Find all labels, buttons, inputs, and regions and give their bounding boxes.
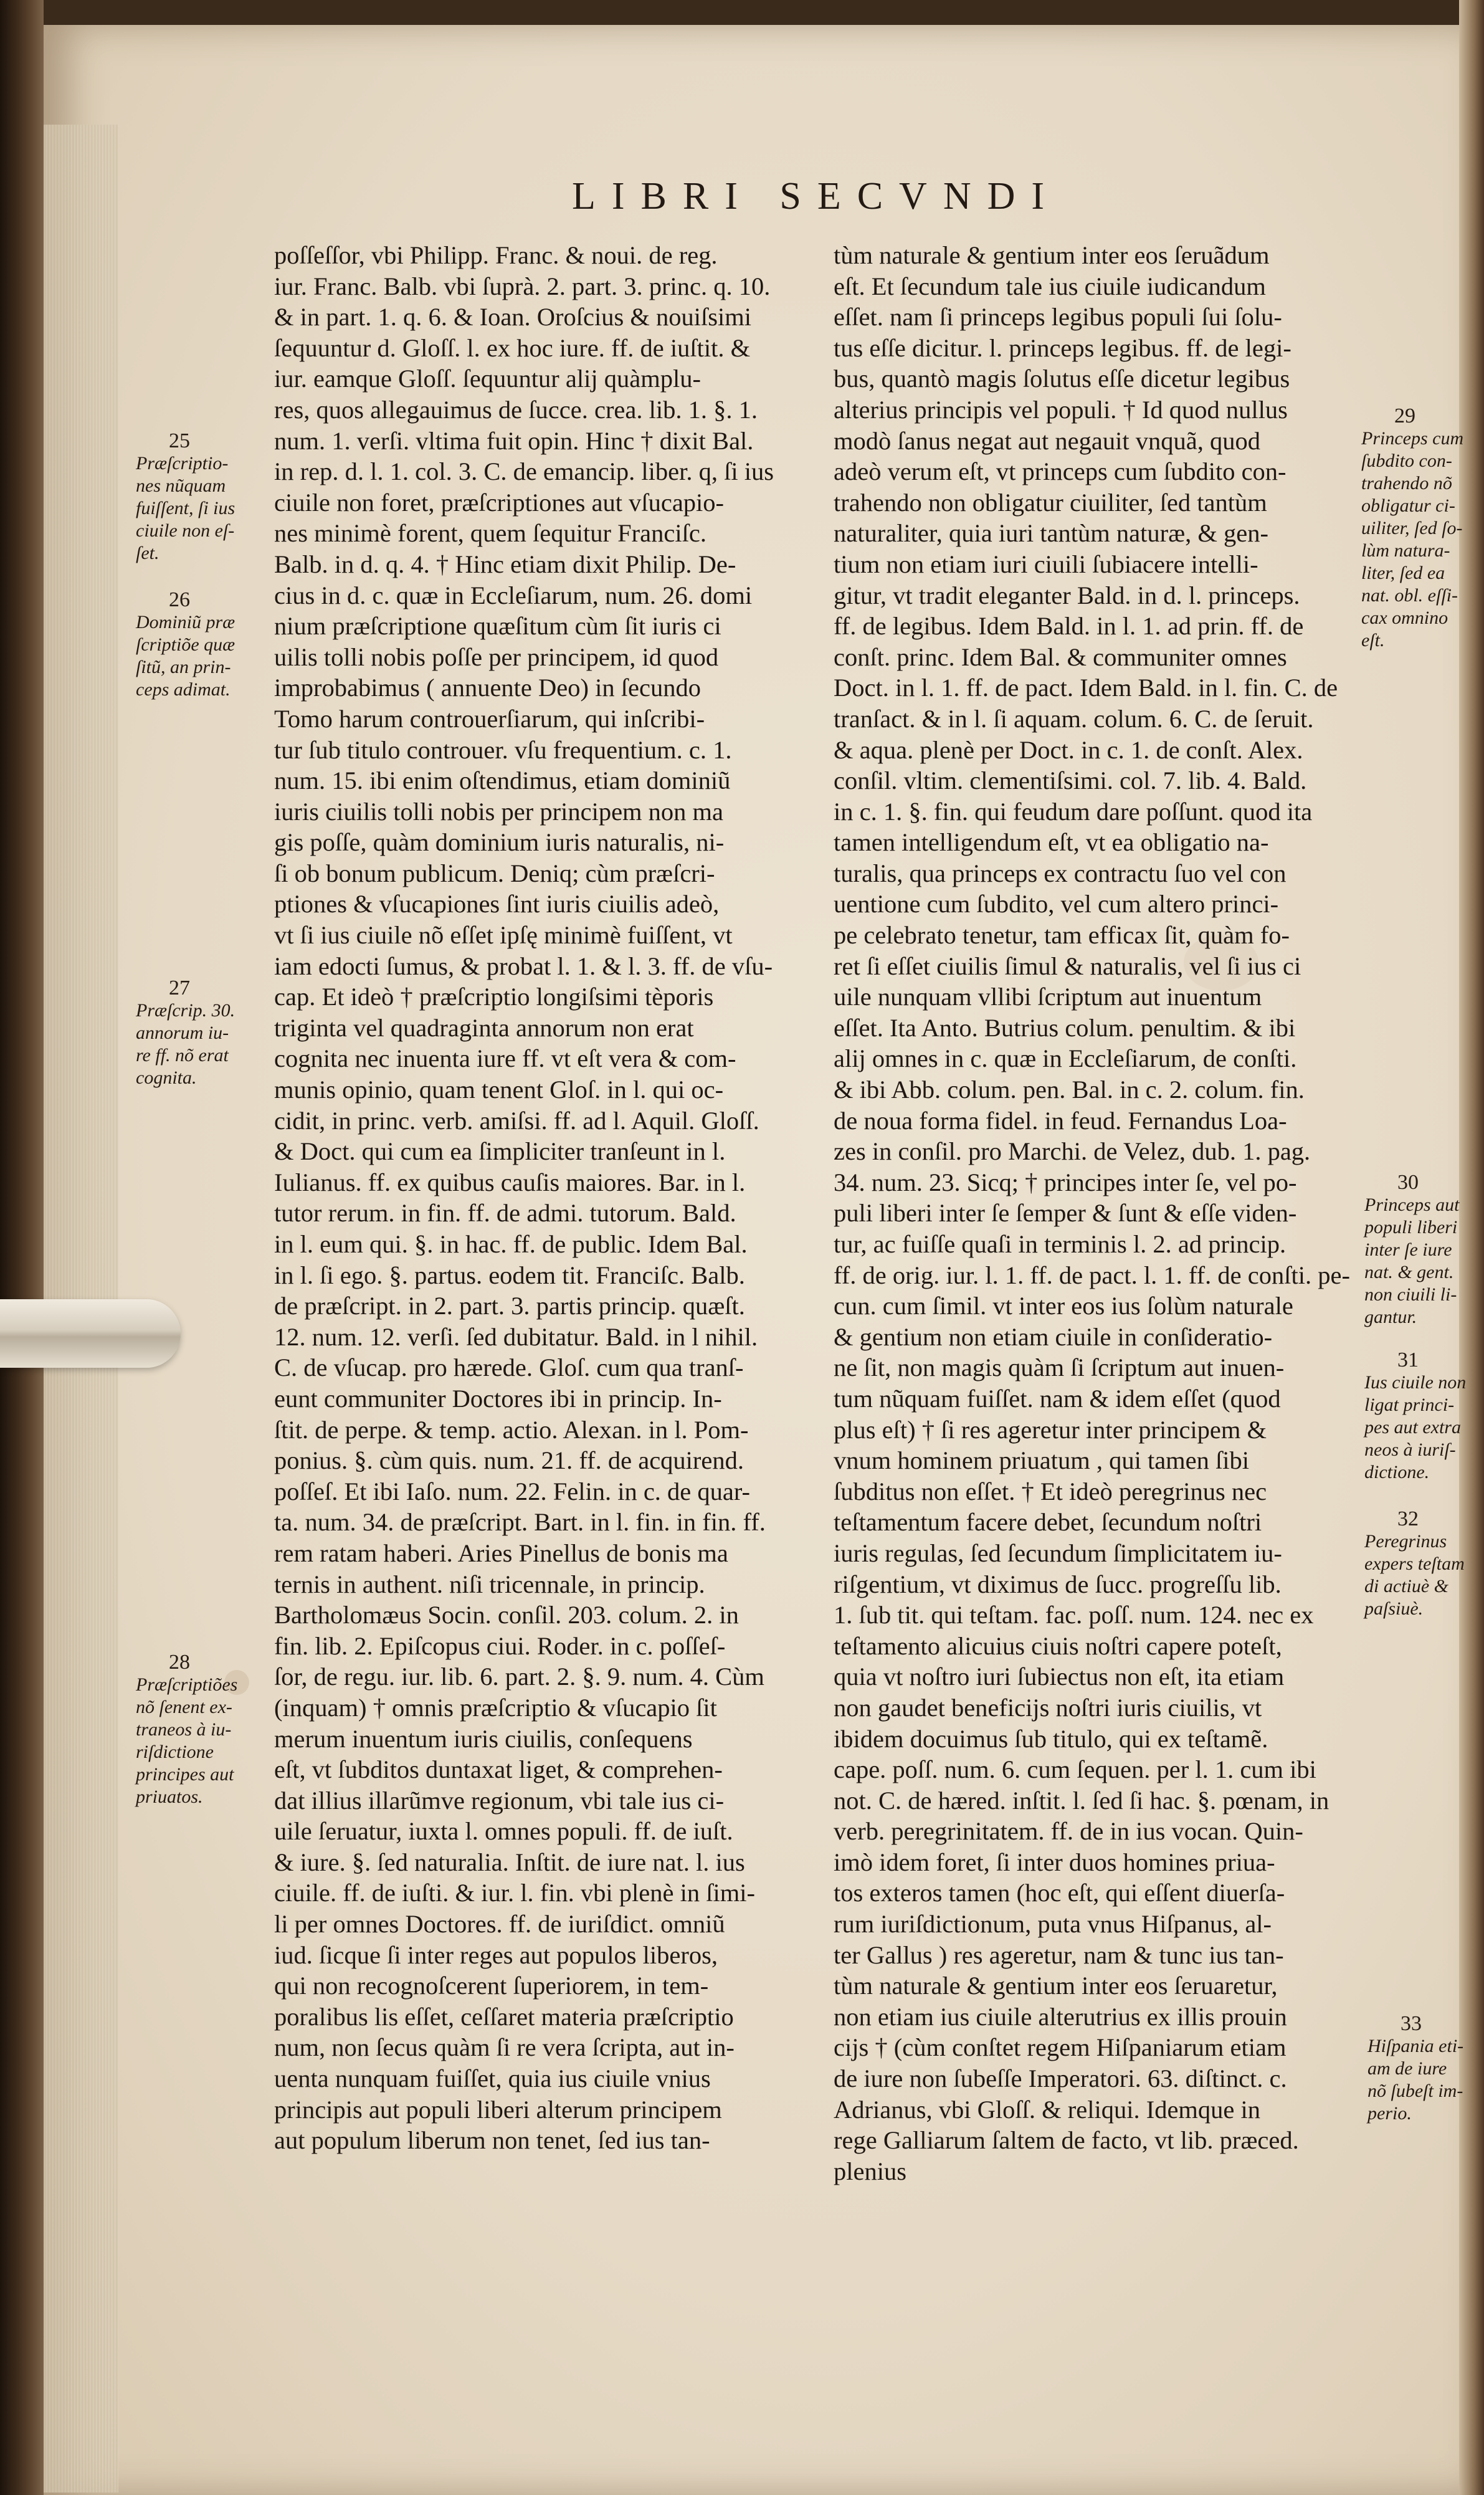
margin-note-number: 26 (169, 588, 190, 611)
text-line: poralibus lis eſſet, ceſſaret materia præſcriptio (274, 2002, 734, 2031)
text-line: & aqua. plenè per Doct. in c. 1. de conſt. Alex. (834, 735, 1303, 764)
text-line: iur. Franc. Balb. vbi ſuprà. 2. part. 3. princ. q. 10. (274, 272, 771, 300)
margin-note-line: paſsiuè. (1364, 1598, 1424, 1619)
text-line: 34. num. 23. Sicq; † principes inter ſe, vel po- (834, 1168, 1297, 1196)
text-line: Tomo harum controuerſiarum, qui inſcribi- (274, 704, 705, 733)
text-line: & iure. §. ſed naturalia. Inſtit. de iure nat. l. ius (274, 1848, 745, 1876)
text-line: trahendo non obligatur ciuiliter, ſed tantùm (834, 488, 1267, 517)
margin-note-line: re ff. nõ erat (136, 1045, 229, 1066)
text-line: triginta vel quadraginta annorum non erat (274, 1013, 694, 1042)
margin-note-number: 27 (169, 976, 190, 999)
text-line: cun. cum ſimil. vt inter eos ius ſolùm naturale (834, 1292, 1293, 1320)
margin-note-line: Præſcriptio- (136, 453, 229, 474)
text-line: non gaudet beneficijs noſtri iuris ciuilis, vt (834, 1693, 1262, 1722)
text-line: cidit, in princ. verb. amiſsi. ff. ad l. Aquil. Gloſſ. (274, 1106, 759, 1135)
text-line: alij omnes in c. quæ in Eccleſiarum, de conſti. (834, 1044, 1297, 1073)
margin-note-line: priuatos. (136, 1787, 203, 1807)
margin-note-number: 28 (169, 1651, 190, 1674)
text-line: bus, quantò magis ſolutus eſſe dicetur legibus (834, 365, 1290, 393)
text-line: not. C. de hæred. inſtit. l. ſed ſi hac. §. pœnam, in (834, 1786, 1329, 1815)
text-line: tum nũquam fuiſſet. nam & idem eſſet (quod (834, 1384, 1281, 1413)
page-clip (0, 1299, 181, 1368)
margin-note-line: am de iure (1367, 2058, 1447, 2079)
margin-note-line: cax omnino (1361, 608, 1448, 628)
margin-note-line: trahendo nõ (1361, 473, 1452, 494)
left-text-column (274, 240, 810, 2156)
text-line: in rep. d. l. 1. col. 3. C. de emancip. liber. q, ſi ius (274, 457, 774, 486)
text-line: munis opinio, quam tenent Gloſ. in l. qui oc- (274, 1076, 724, 1104)
text-line: eſſet. Ita Anto. Butrius colum. penultim. & ibi (834, 1013, 1296, 1042)
text-line: eſt, vt ſubditos duntaxat liget, & comprehen- (274, 1755, 723, 1784)
margin-note (1361, 405, 1463, 652)
text-line: li per omnes Doctores. ff. de iuriſdict. omniũ (274, 1910, 725, 1939)
text-line: cap. Et ideò † præſcriptio longiſsimi tèporis (274, 983, 714, 1011)
text-line: vnum hominem priuatum , qui tamen ſibi (834, 1446, 1250, 1475)
text-line: gis poſſe, quàm dominium iuris naturalis, ni- (274, 828, 725, 857)
text-line: rem ratam haberi. Aries Pinellus de bonis ma (274, 1539, 728, 1567)
text-line: num. 1. verſi. vltima fuit opin. Hinc † dixit Bal. (274, 426, 754, 455)
text-line: num. 15. ibi enim oſtendimus, etiam dominiũ (274, 766, 731, 795)
margin-note-line: cognita. (136, 1067, 197, 1088)
margin-note (136, 430, 235, 565)
text-line: quia vt noſtro iuri ſubiectus non eſt, ita etiam (834, 1663, 1285, 1691)
margin-note-number: 33 (1401, 2012, 1422, 2035)
margin-note-line: lùm natura- (1361, 540, 1450, 561)
text-line: uile nunquam vllibi ſcriptum aut inuentum (834, 983, 1262, 1011)
margin-note-line: liter, ſed ea (1361, 563, 1445, 583)
text-line: nium præſcriptione quæſitum cùm ſit iuris ci (274, 612, 721, 641)
text-line: de iure non ſubeſſe Imperatori. 63. diſtinct. c. (834, 2064, 1287, 2093)
text-line: tos exteros tamen (hoc eſt, qui eſſent diuerſa- (834, 1879, 1285, 1907)
margin-note-number: 25 (169, 429, 190, 452)
text-line: ff. de legibus. Idem Bald. in l. 1. ad prin. ff. de (834, 612, 1304, 641)
text-line: ſequuntur d. Gloſſ. l. ex hoc iure. ff. de iuſtit. & (274, 333, 751, 362)
text-line: eſt. Et ſecundum tale ius ciuile iudicandum (834, 272, 1266, 300)
margin-note-line: Princeps aut (1364, 1195, 1460, 1215)
text-line: cape. poſſ. num. 6. cum ſequen. per l. 1. cum ibi (834, 1755, 1316, 1784)
text-line: poſſeſſor, vbi Philipp. Franc. & noui. de reg. (274, 241, 718, 269)
text-line: ponius. §. cùm quis. num. 21. ff. de acquirend. (274, 1446, 744, 1475)
margin-note-line: populi liberi (1364, 1217, 1458, 1238)
margin-note-line: inter ſe iure (1364, 1239, 1452, 1260)
text-line: Iulianus. ff. ex quibus cauſis maiores. Bar. in l. (274, 1168, 746, 1196)
text-line: de præſcript. in 2. part. 3. partis princip. quæſt. (274, 1292, 745, 1320)
margin-note-line: ciuile non eſ- (136, 520, 235, 541)
margin-note-line: Præſcriptiões (136, 1674, 238, 1695)
margin-note (1364, 1171, 1459, 1329)
margin-note-line: Hiſpania eti- (1367, 2036, 1464, 2056)
text-line: ciuile. ff. de iuſti. & iur. l. fin. vbi plenè in ſimi- (274, 1879, 756, 1907)
text-line: (inquam) † omnis præſcriptio & vſucapio ſit (274, 1693, 717, 1722)
margin-note-line: fuiſſent, ſi ius (136, 498, 235, 518)
text-line: tur, ac fuiſſe quaſi in terminis l. 2. ad princip. (834, 1230, 1287, 1258)
text-line: ff. de orig. iur. l. 1. ff. de pact. l. 1. ff. de conſti. pe- (834, 1261, 1350, 1289)
text-line: plenius (834, 2157, 906, 2185)
margin-note-line: eſt. (1361, 630, 1385, 651)
text-line: uile ſeruatur, iuxta l. omnes populi. ff. de iuſt. (274, 1817, 733, 1846)
margin-note-line: expers teſtam (1364, 1553, 1465, 1574)
text-line: in l. ſi ego. §. partus. eodem tit. Franciſc. Balb. (274, 1261, 745, 1289)
margin-note-line: ſubdito con- (1361, 451, 1452, 471)
text-line: principis aut populi liberi alterum principem (274, 2095, 722, 2124)
margin-note (1367, 2013, 1463, 2125)
margin-note-line: perio. (1367, 2103, 1412, 2124)
margin-note-line: principes aut (136, 1764, 234, 1785)
text-line: num, non ſecus quàm ſi re vera ſcripta, aut in- (274, 2033, 735, 2062)
text-line: ſubditus non eſſet. † Et ideò peregrinus nec (834, 1477, 1267, 1505)
text-line: vt ſi ius ciuile nõ eſſet ipſę minimè fuiſſent, vt (274, 921, 733, 950)
margin-note-line: ſet. (136, 543, 159, 563)
text-line: aut populum liberum non tenet, ſed ius tan- (274, 2126, 710, 2155)
text-line: tamen intelligendum eſt, vt ea obligatio na- (834, 828, 1269, 857)
text-line: eunt communiter Doctores ibi in princip. In- (274, 1384, 722, 1413)
margin-note-line: uiliter, ſed ſo- (1361, 518, 1463, 538)
text-line: merum inuentum iuris ciuilis, conſequens (274, 1724, 693, 1753)
margin-note (136, 589, 235, 701)
margin-note-line: non ciuili li- (1364, 1284, 1457, 1305)
text-line: verb. peregrinitatem. ff. de in ius vocan. Quin- (834, 1817, 1303, 1846)
text-line: tùm naturale & gentium inter eos ſeruãdum (834, 241, 1270, 269)
margin-note-line: annorum iu- (136, 1023, 229, 1043)
margin-note-line: ſcriptiõe quæ (136, 634, 235, 655)
text-line: ret ſi eſſet ciuilis ſimul & naturalis, vel ſi ius ci (834, 952, 1301, 980)
text-line: adeò verum eſt, vt princeps cum ſubdito con- (834, 457, 1287, 486)
text-line: Bartholomæus Socin. conſil. 203. colum. 2. in (274, 1601, 739, 1629)
text-line: fin. lib. 2. Epiſcopus ciui. Roder. in c. poſſeſ- (274, 1631, 726, 1660)
text-line: conſil. vltim. clementiſsimi. col. 7. lib. 4. Bald. (834, 766, 1307, 795)
margin-note-line: pes aut extra (1364, 1417, 1461, 1438)
margin-note (136, 1651, 237, 1808)
text-line: naturaliter, quia iuri tantùm naturæ, & gen- (834, 519, 1268, 548)
text-line: conſt. princ. Idem Bal. & communiter omnes (834, 642, 1287, 671)
text-line: Doct. in l. 1. ff. de pact. Idem Bald. in l. fin. C. de (834, 674, 1338, 702)
margin-note-line: ligat princi- (1364, 1395, 1455, 1415)
margin-note-line: di actiuè & (1364, 1576, 1448, 1596)
margin-note-line: neos à iuriſ- (1364, 1439, 1456, 1460)
margin-note-line: dictione. (1364, 1462, 1430, 1482)
text-line: tutor rerum. in fin. ff. de admi. tutorum. Bald. (274, 1199, 736, 1228)
text-line: ſtit. de perpe. & temp. actio. Alexan. in l. Pom- (274, 1415, 749, 1444)
text-line: riſgentium, vt diximus de ſucc. progreſſu lib. (834, 1570, 1282, 1598)
margin-note-line: obligatur ci- (1361, 495, 1455, 516)
text-line: plus eſt) † ſi res ageretur inter principem & (834, 1415, 1267, 1444)
text-line: modò ſanus negat aut negauit vnquã, quod (834, 426, 1260, 455)
text-line: tus eſſe dicitur. l. princeps legibus. ff. de legi- (834, 333, 1291, 362)
text-line: cius in d. c. quæ in Eccleſiarum, num. 26. domi (274, 581, 753, 609)
text-line: Adrianus, vbi Gloſſ. & reliqui. Idemque in (834, 2095, 1261, 2124)
margin-note-number: 29 (1394, 404, 1415, 427)
text-line: tùm naturale & gentium inter eos ſeruaretur, (834, 1972, 1278, 2000)
margin-note-line: ſitũ, an prin- (136, 657, 231, 677)
text-line: Balb. in d. q. 4. † Hinc etiam dixit Philip. De- (274, 550, 736, 578)
margin-note (1364, 1349, 1466, 1484)
text-line: non etiam ius ciuile alterutrius ex illis prouin (834, 2002, 1287, 2031)
text-line: ta. num. 34. de præſcript. Bart. in l. fin. in fin. ff. (274, 1508, 766, 1537)
text-line: ſi ob bonum publicum. Deniq; cùm præſcri- (274, 859, 715, 887)
text-line: qui non recognoſcerent ſuperiorem, in tem- (274, 1972, 709, 2000)
text-line: cijs † (cùm conſtet regem Hiſpaniarum etiam (834, 2033, 1287, 2062)
margin-note-line: Dominiũ præ (136, 612, 235, 632)
text-line: iuris regulas, ſed ſecundum ſimplicitatem iu- (834, 1539, 1282, 1567)
text-line: tium non etiam iuri ciuili ſubiacere intelli- (834, 550, 1258, 578)
text-line: uenta nunquam fuiſſet, quia ius ciuile vnius (274, 2064, 711, 2093)
margin-note-number: 30 (1397, 1171, 1419, 1194)
text-line: turalis, qua princeps ex contractu ſuo vel con (834, 859, 1287, 887)
text-line: teſtamentum facere debet, ſecundum noſtri (834, 1508, 1262, 1537)
margin-note-number: 32 (1397, 1507, 1419, 1530)
text-line: iam edocti ſumus, & probat l. 1. & l. 3. ff. de vſu- (274, 952, 773, 980)
text-line: ibidem docuimus ſub titulo, qui ex teſtamẽ. (834, 1724, 1268, 1753)
text-line: zes in conſil. pro Marchi. de Velez, dub. 1. pag. (834, 1137, 1311, 1166)
text-line: ter Gallus ) res ageretur, nam & tunc ius tan- (834, 1940, 1284, 1969)
text-line: ptiones & vſucapiones ſint iuris ciuilis adeò, (274, 890, 720, 918)
text-line: eſſet. nam ſi princeps legibus populi ſui ſolu- (834, 303, 1282, 332)
text-line: gitur, vt tradit eleganter Bald. in d. l. princeps. (834, 581, 1300, 609)
text-line: poſſeſ. Et ibi Iaſo. num. 22. Felin. in c. de quar- (274, 1477, 751, 1505)
text-line: uilis tolli nobis poſſe per principem, id quod (274, 642, 719, 671)
text-line: iur. eamque Gloſſ. ſequuntur alij quàmplu- (274, 365, 701, 393)
text-line: ternis in authent. niſi tricennale, in princip. (274, 1570, 705, 1598)
text-line: & in part. 1. q. 6. & Ioan. Oroſcius & nouiſsimi (274, 303, 752, 332)
text-line: & gentium non etiam ciuile in conſideratio- (834, 1322, 1273, 1351)
book-spine (0, 0, 44, 2495)
margin-note-line: ceps adimat. (136, 679, 231, 700)
text-line: cognita nec inuenta iure ff. vt eſt vera & com- (274, 1044, 736, 1073)
text-line: nes minimè forent, quem ſequitur Franciſc. (274, 519, 706, 548)
margin-note-line: gantur. (1364, 1307, 1417, 1327)
text-line: rege Galliarum ſaltem de facto, vt lib. præced. (834, 2126, 1299, 2155)
text-line: rum iuriſdictionum, puta vnus Hiſpanus, al- (834, 1910, 1272, 1939)
margin-note-number: 31 (1397, 1348, 1419, 1372)
margin-note (1364, 1508, 1465, 1620)
margin-note-line: nat. obl. eſſi- (1361, 585, 1458, 606)
margin-note-line: Princeps cum (1361, 428, 1464, 449)
text-line: res, quos allegauimus de ſucce. crea. lib. 1. §. 1. (274, 395, 758, 424)
text-line: ne ſit, non magis quàm ſi ſcriptum aut inuen- (834, 1353, 1285, 1382)
text-line: pe celebrato tenetur, tam efficax ſit, quàm fo- (834, 921, 1290, 950)
margin-note-line: riſdictione (136, 1742, 214, 1762)
text-line: dat illius illarũmve regionum, vbi tale ius ci- (274, 1786, 725, 1815)
margin-note-line: nõ ſenent ex- (136, 1697, 232, 1717)
text-line: ſor, de regu. iur. lib. 6. part. 2. §. 9. num. 4. Cùm (274, 1663, 764, 1691)
margin-note-line: nõ ſubeſt im- (1367, 2081, 1463, 2101)
text-line: imò idem foret, ſi inter duos homines priua- (834, 1848, 1275, 1876)
text-line: tranſact. & in l. ſi aquam. colum. 6. C. de ſeruit. (834, 704, 1314, 733)
text-line: in c. 1. §. fin. qui feudum dare poſſunt. quod ita (834, 797, 1313, 826)
text-line: C. de vſucap. pro hærede. Gloſ. cum qua tranſ- (274, 1353, 744, 1382)
text-line: tur ſub titulo controuer. vſu frequentium. c. 1. (274, 735, 732, 764)
margin-note (136, 977, 235, 1089)
text-line: alterius principis vel populi. † Id quod nullus (834, 395, 1288, 424)
margin-note-line: traneos à iu- (136, 1719, 232, 1740)
margin-note-line: Ius ciuile non (1364, 1372, 1467, 1393)
text-line: in l. eum qui. §. in hac. ff. de public. Idem Bal. (274, 1230, 748, 1258)
text-line: puli liberi inter ſe ſemper & ſunt & eſſe viden- (834, 1199, 1297, 1228)
text-line: & Doct. qui cum ea ſimpliciter tranſeunt in l. (274, 1137, 726, 1166)
right-text-column (834, 240, 1369, 2187)
text-line: uentione cum ſubdito, vel cum altero princi- (834, 890, 1279, 918)
text-line: & ibi Abb. colum. pen. Bal. in c. 2. colum. fin. (834, 1076, 1305, 1104)
text-line: improbabimus ( annuente Deo) in ſecundo (274, 674, 701, 702)
margin-note-line: nes nũquam (136, 475, 226, 496)
running-header: LIBRI SECVNDI (571, 175, 1061, 217)
text-line: 1. ſub tit. qui teſtam. fac. poſſ. num. 124. nec ex (834, 1601, 1314, 1629)
text-line: teſtamento alicuius ciuis noſtri capere poteſt, (834, 1631, 1282, 1660)
margin-note-line: Peregrinus (1364, 1531, 1447, 1552)
text-line: iuris ciuilis tolli nobis per principem non ma (274, 797, 724, 826)
text-line: iud. ſicque ſi inter reges aut populos liberos, (274, 1940, 718, 1969)
margin-note-line: Præſcrip. 30. (136, 1000, 235, 1021)
text-line: ciuile non foret, præſcriptiones aut vſucapio- (274, 488, 725, 517)
text-line: 12. num. 12. verſi. ſed dubitatur. Bald. in l nihil. (274, 1322, 758, 1351)
text-line: de noua forma fidel. in feud. Fernandus Loa- (834, 1106, 1287, 1135)
margin-note-line: nat. & gent. (1364, 1262, 1454, 1282)
